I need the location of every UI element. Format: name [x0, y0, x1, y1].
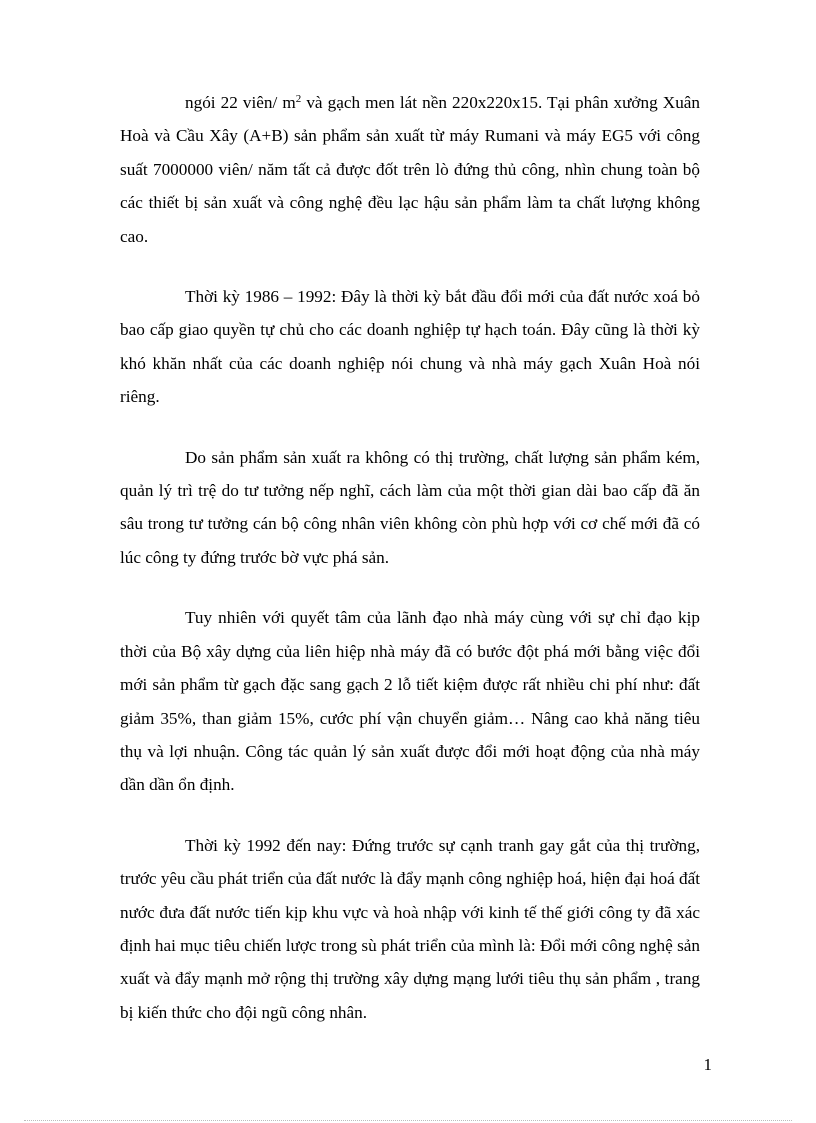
- paragraph-5: Thời kỳ 1992 đến nay: Đứng trước sự cạnh tranh gay gắt của thị trường, trước yêu cầu phát triển của đất nước là đẩy mạnh công nghiệp hoá, hiện đại hoá đất nước đưa đất nước tiến kịp khu vực và hoà nhập với kinh tế thế giới công ty đã xác định hai mục tiêu chiến lược trong sù phát triển của mình là: Đổi mới công nghệ sản xuất và đẩy mạnh mở rộng thị trường xây dựng mạng lưới tiêu thụ sản phẩm , trang bị kiến thức cho đội ngũ công nhân.: [120, 835, 700, 1022]
- paragraph-2: Thời kỳ 1986 – 1992: Đây là thời kỳ bắt đầu đổi mới của đất nước xoá bỏ bao cấp giao quyền tự chủ cho các doanh nghiệp tự hạch toán. Đây cũng là thời kỳ khó khăn nhất của các doanh nghiệp nói chung và nhà máy gạch Xuân Hoà nói riêng.: [120, 287, 700, 407]
- paragraph-1-text-end: và gạch men lát nền 220x220x15. Tại phân xưởng Xuân Hoà và Cầu Xây (A+B) sản phẩm sản xuất từ máy Rumani và máy EG5 với công suất 7000000 viên/ năm tất cả được đốt trên lò đứng thủ công, nhìn chung toàn bộ các thiết bị sản xuất và công nghệ đều lạc hậu sản phẩm làm ta chất lượng không cao.: [120, 93, 701, 246]
- superscript-2: 2: [295, 93, 302, 105]
- body-text: [120, 86, 700, 1056]
- page-bottom-rule: [24, 1120, 792, 1121]
- paragraph-3: Do sản phẩm sản xuất ra không có thị trường, chất lượng sản phẩm kém, quản lý trì trệ do tư tưởng nếp nghĩ, cách làm của một thời gian dài bao cấp đã ăn sâu trong tư tưởng cán bộ công nhân viên không còn phù hợp với cơ chế mới đã có lúc công ty đứng trước bờ vực phá sản.: [120, 447, 700, 567]
- page-number: 1: [703, 1055, 712, 1074]
- paragraph-1-text-start: ngói 22 viên/ m: [185, 93, 296, 112]
- paragraph-4: Tuy nhiên với quyết tâm của lãnh đạo nhà máy cùng với sự chỉ đạo kịp thời của Bộ xây dựng của liên hiệp nhà máy đã có bước đột phá mới bằng việc đổi mới sản phẩm từ gạch đặc sang gạch 2 lỗ tiết kiệm được rất nhiều chi phí như: đất giảm 35%, than giảm 15%, cước phí vận chuyển giảm… Nâng cao khả năng tiêu thụ và lợi nhuận. Công tác quản lý sản xuất được đổi mới hoạt động của nhà máy dần dần ổn định.: [120, 608, 700, 795]
- paragraph-1: [120, 86, 700, 253]
